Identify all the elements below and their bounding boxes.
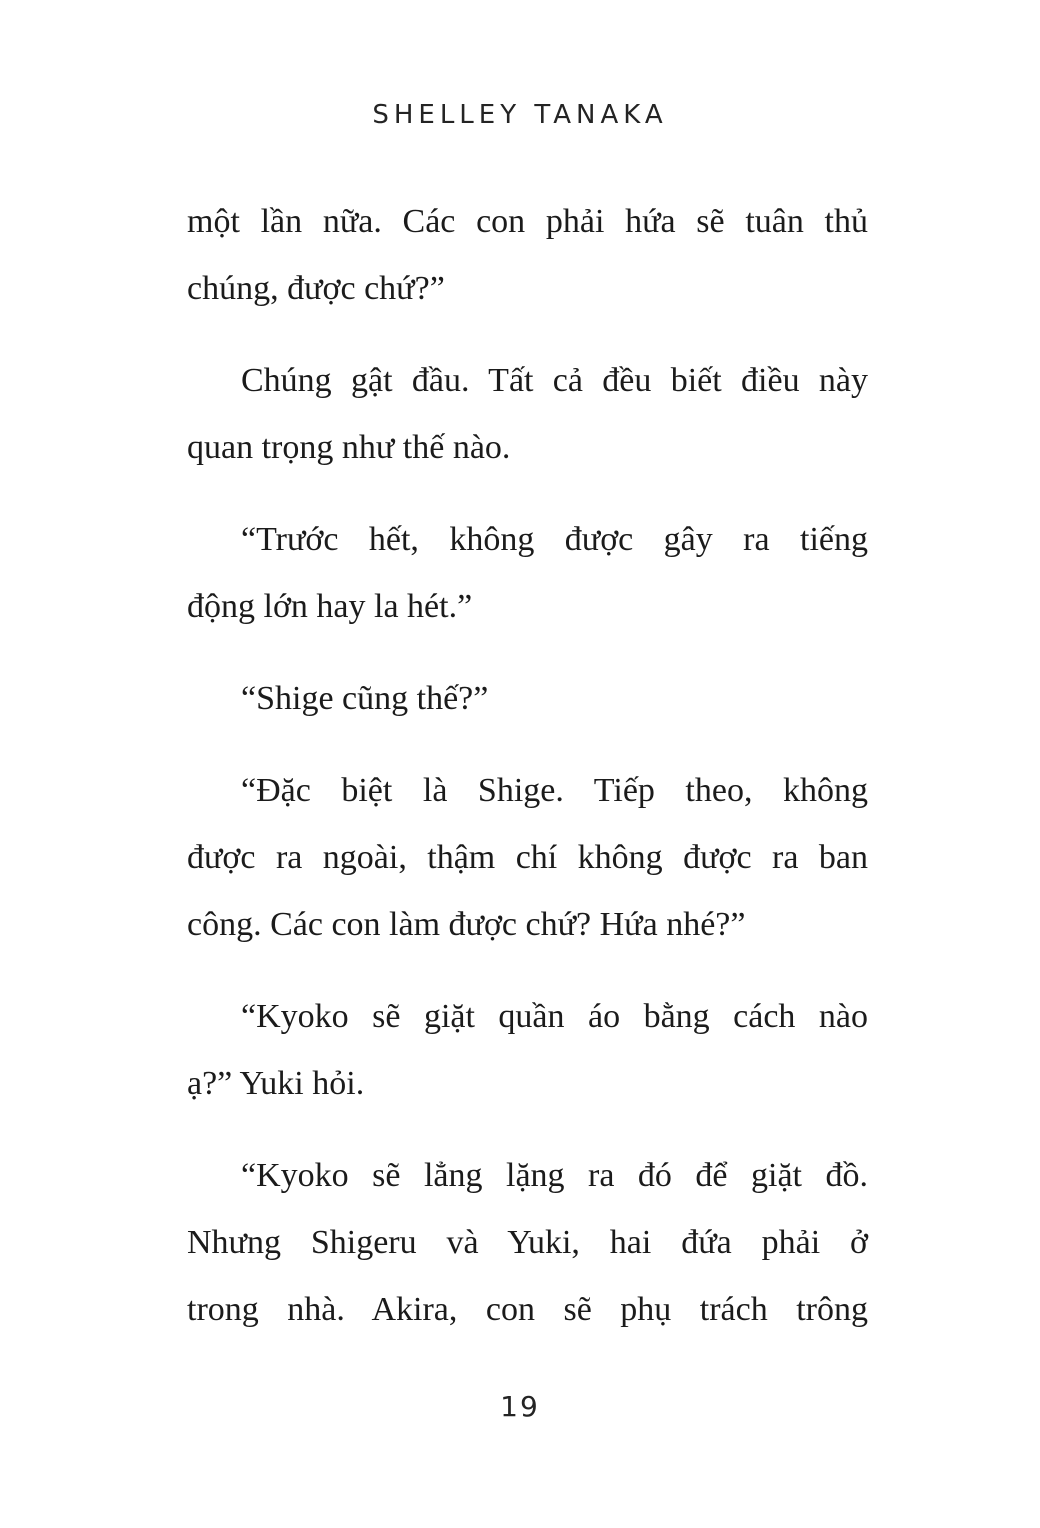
- paragraph: [187, 983, 868, 1117]
- paragraph: [187, 188, 868, 322]
- text-line: Chúng gật đầu. Tất cả đều biết điều này: [241, 362, 868, 399]
- text-line: ạ?” Yuki hỏi.: [187, 1065, 365, 1102]
- text-line: quan trọng như thế nào.: [187, 429, 511, 466]
- paragraph: [187, 506, 868, 640]
- text-line: trong nhà. Akira, con sẽ phụ trách trông: [187, 1291, 868, 1328]
- text-line: một lần nữa. Các con phải hứa sẽ tuân thủ: [187, 203, 868, 240]
- paragraph: [187, 347, 868, 481]
- text-line: động lớn hay la hét.”: [187, 588, 473, 625]
- page-number: 19: [500, 1390, 540, 1423]
- paragraph: [187, 1142, 868, 1343]
- text-line: “Kyoko sẽ giặt quần áo bằng cách nào: [241, 998, 868, 1035]
- text-line: “Đặc biệt là Shige. Tiếp theo, không: [241, 772, 868, 809]
- text-line: “Shige cũng thế?”: [241, 680, 489, 717]
- body-text: [187, 188, 868, 1343]
- text-line: công. Các con làm được chứ? Hứa nhé?”: [187, 906, 746, 943]
- running-head-author: SHELLEY TANAKA: [372, 100, 668, 130]
- text-line: “Kyoko sẽ lẳng lặng ra đó để giặt đồ.: [241, 1157, 868, 1194]
- paragraph: [187, 757, 868, 958]
- text-line: được ra ngoài, thậm chí không được ra ban: [187, 839, 868, 876]
- text-line: Nhưng Shigeru và Yuki, hai đứa phải ở: [187, 1224, 868, 1261]
- text-line: chúng, được chứ?”: [187, 270, 445, 307]
- paragraph: [187, 665, 868, 732]
- text-line: “Trước hết, không được gây ra tiếng: [241, 521, 868, 558]
